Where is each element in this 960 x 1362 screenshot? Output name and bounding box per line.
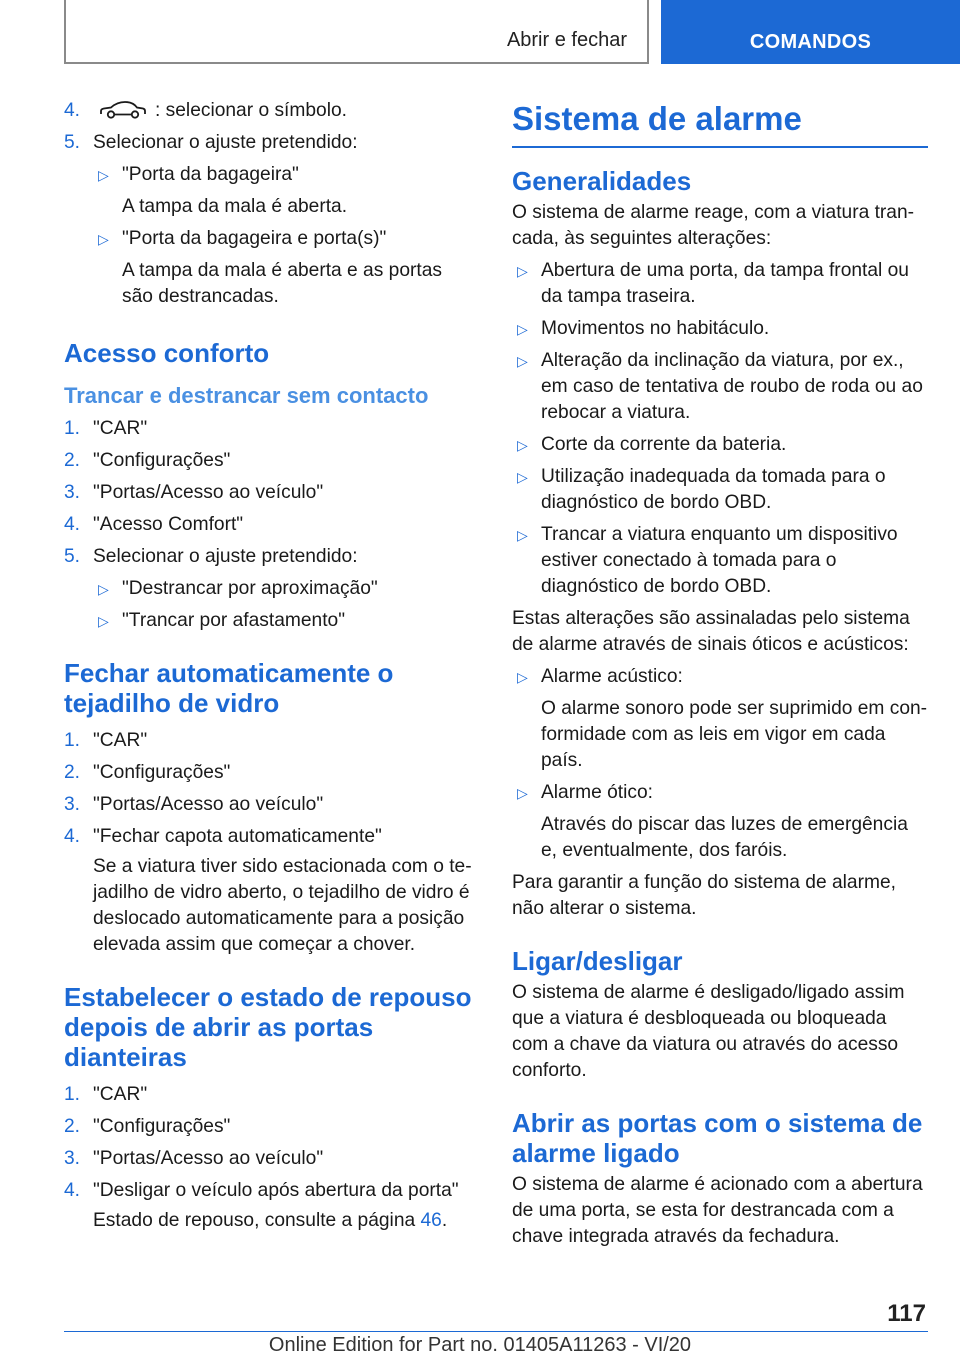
triangle-bullet-icon: ▷ — [517, 785, 528, 801]
triangle-bullet-icon: ▷ — [98, 231, 109, 247]
header-chapter-label: COMANDOS — [749, 31, 872, 53]
step-text: "CAR" — [93, 418, 148, 439]
signal-desc: O alarme sonoro pode ser suprimido em conformidade com as leis em vigor em cada país. — [541, 698, 928, 771]
signal-list — [512, 664, 928, 864]
step-text: "CAR" — [93, 1084, 148, 1105]
step-item — [64, 792, 476, 818]
step-text: "Portas/Acesso ao veículo" — [93, 482, 324, 503]
right-column — [512, 98, 928, 1254]
step-number: 2. — [64, 1116, 81, 1137]
step-number: 4. — [64, 100, 81, 121]
step-number: 4. — [64, 1180, 81, 1201]
repouso-steps — [64, 1082, 476, 1234]
page-reference-link[interactable]: 46 — [420, 1210, 442, 1231]
signal-title: Alarme acústico: — [541, 666, 683, 687]
trigger-text: Movimentos no habitáculo. — [541, 318, 770, 339]
option-title: "Porta da bagageira" — [122, 164, 299, 185]
option-title: "Destrancar por aproximação" — [122, 578, 378, 599]
step-item — [64, 1082, 476, 1108]
step-item — [64, 98, 476, 124]
option-desc: A tampa da mala é aberta. — [122, 196, 348, 217]
heading-sistema-alarme: Sistema de alarme — [512, 98, 928, 148]
step-number: 4. — [64, 514, 81, 535]
step-number: 3. — [64, 794, 81, 815]
step-text: Selecionar o ajuste pretendido: — [93, 132, 358, 153]
step-text: "Configurações" — [93, 450, 231, 471]
step-text: "Fechar capota automaticamente" — [93, 826, 382, 847]
step-text: : selecionar o símbolo. — [155, 100, 347, 121]
step-number: 1. — [64, 730, 81, 751]
heading-estado-repouso: Estabelecer o estado de repouso depois de abrir as portas dianteiras — [64, 982, 472, 1072]
step-number: 1. — [64, 418, 81, 439]
repouso-note-end: . — [441, 1210, 448, 1231]
heading-ligar-desligar: Ligar/desligar — [512, 946, 683, 976]
step-item — [64, 1178, 476, 1234]
step-text: "Acesso Comfort" — [93, 514, 244, 535]
trigger-text: Alteração da inclinação da viatura, por ex., em caso de tentativa de roubo de roda ou ao rebocar a viatura. — [541, 350, 923, 423]
option-item — [93, 576, 476, 602]
step-item — [64, 1114, 476, 1140]
trigger-text: Corte da corrente da bateria. — [541, 434, 787, 455]
step-item — [64, 728, 476, 754]
heading-trancar-destrancar: Trancar e destrancar sem contacto — [64, 383, 429, 408]
option-title: "Porta da bagageira e porta(s)" — [122, 228, 387, 249]
header-chapter-tab[interactable] — [661, 0, 960, 64]
triangle-bullet-icon: ▷ — [517, 263, 528, 279]
step-number: 4. — [64, 826, 81, 847]
step-item — [64, 512, 476, 538]
intro-steps — [64, 98, 476, 310]
step-number: 5. — [64, 546, 81, 567]
signal-item — [512, 664, 928, 774]
footer-edition: Online Edition for Part no. 01405A11263 - VI/20 — [268, 1334, 692, 1356]
triangle-bullet-icon: ▷ — [517, 469, 528, 485]
trigger-text: Abertura de uma porta, da tampa frontal ou da tampa traseira. — [541, 260, 909, 307]
trigger-item — [512, 432, 928, 458]
general-intro: O sistema de alarme reage, com a viatura trancada, às seguintes alterações: — [512, 202, 915, 249]
step-item — [64, 416, 476, 442]
triangle-bullet-icon: ▷ — [517, 669, 528, 685]
signal-item — [512, 780, 928, 864]
left-column — [64, 98, 476, 1240]
step-number: 5. — [64, 132, 81, 153]
step-number: 3. — [64, 1148, 81, 1169]
step-note: Se a viatura tiver sido estacionada com o tejadilho de vidro aberto, o tejadilho de vidro é deslocado automaticamente para a posição elevada assim que começar a chover. — [93, 856, 472, 955]
step-item — [64, 1146, 476, 1172]
trigger-item — [512, 522, 928, 600]
trancar-steps — [64, 416, 476, 634]
step-item — [64, 480, 476, 506]
heading-abrir-portas: Abrir as portas com o sistema de alarme ligado — [512, 1108, 923, 1168]
step-item — [64, 544, 476, 634]
step-number: 2. — [64, 450, 81, 471]
abrir-text: O sistema de alarme é acionado com a abertura de uma porta, se esta for destrancada com a chave integrada através da fechadura. — [512, 1174, 923, 1247]
step-text: "CAR" — [93, 730, 148, 751]
triangle-bullet-icon: ▷ — [517, 353, 528, 369]
option-list — [93, 162, 476, 310]
signal-title: Alarme ótico: — [541, 782, 653, 803]
step-text: "Configurações" — [93, 762, 231, 783]
trigger-item — [512, 348, 928, 426]
triangle-bullet-icon: ▷ — [98, 581, 109, 597]
car-symbol-icon — [99, 100, 147, 120]
triangle-bullet-icon: ▷ — [517, 321, 528, 337]
signals-intro: Estas alterações são assinaladas pelo sistema de alarme através de sinais óticos e acústicos: — [512, 608, 910, 655]
ligar-text: O sistema de alarme é desligado/ligado assim que a viatura é desbloqueada ou bloqueada com a chave da viatura ou através do acesso conforto. — [512, 982, 905, 1081]
step-number: 2. — [64, 762, 81, 783]
step-number: 1. — [64, 1084, 81, 1105]
footer-divider — [64, 1331, 928, 1332]
fechar-steps — [64, 728, 476, 958]
option-title: "Trancar por afastamento" — [122, 610, 346, 631]
step-note — [93, 1208, 476, 1234]
guarantee-text: Para garantir a função do sistema de alarme, não alterar o sistema. — [512, 872, 896, 919]
triangle-bullet-icon: ▷ — [517, 527, 528, 543]
page-number: 117 — [887, 1300, 926, 1327]
step-number: 3. — [64, 482, 81, 503]
trigger-text: Utilização inadequada da tomada para o diagnóstico de bordo OBD. — [541, 466, 886, 513]
alarm-trigger-list — [512, 258, 928, 600]
option-item — [93, 608, 476, 634]
option-list — [93, 576, 476, 634]
step-text: "Portas/Acesso ao veículo" — [93, 794, 324, 815]
step-item — [64, 448, 476, 474]
triangle-bullet-icon: ▷ — [517, 437, 528, 453]
heading-fechar-tejadilho: Fechar automaticamente o tejadilho de vidro — [64, 658, 394, 718]
header-section-box — [64, 0, 649, 64]
header-section-title: Abrir e fechar — [506, 29, 627, 51]
option-item — [93, 226, 476, 310]
triangle-bullet-icon: ▷ — [98, 613, 109, 629]
trigger-text: Trancar a viatura enquanto um dispositivo estiver conectado à tomada para o diagnóstico de bordo OBD. — [541, 524, 898, 597]
step-item — [64, 760, 476, 786]
heading-generalidades: Generalidades — [512, 166, 692, 196]
trigger-item — [512, 316, 928, 342]
step-text: "Desligar o veículo após abertura da porta" — [93, 1180, 459, 1201]
step-text: "Portas/Acesso ao veículo" — [93, 1148, 324, 1169]
triangle-bullet-icon: ▷ — [98, 167, 109, 183]
option-item — [93, 162, 476, 220]
step-item — [64, 130, 476, 310]
step-item — [64, 824, 476, 958]
repouso-note-text: Estado de repouso, consulte a página — [93, 1210, 416, 1231]
step-text: Selecionar o ajuste pretendido: — [93, 546, 358, 567]
heading-acesso-conforto: Acesso conforto — [64, 338, 270, 368]
trigger-item — [512, 258, 928, 310]
option-desc: A tampa da mala é aberta e as portas são destrancadas. — [122, 260, 442, 307]
trigger-item — [512, 464, 928, 516]
signal-desc: Através do piscar das luzes de emergência e, eventualmente, dos faróis. — [541, 814, 908, 861]
step-text: "Configurações" — [93, 1116, 231, 1137]
